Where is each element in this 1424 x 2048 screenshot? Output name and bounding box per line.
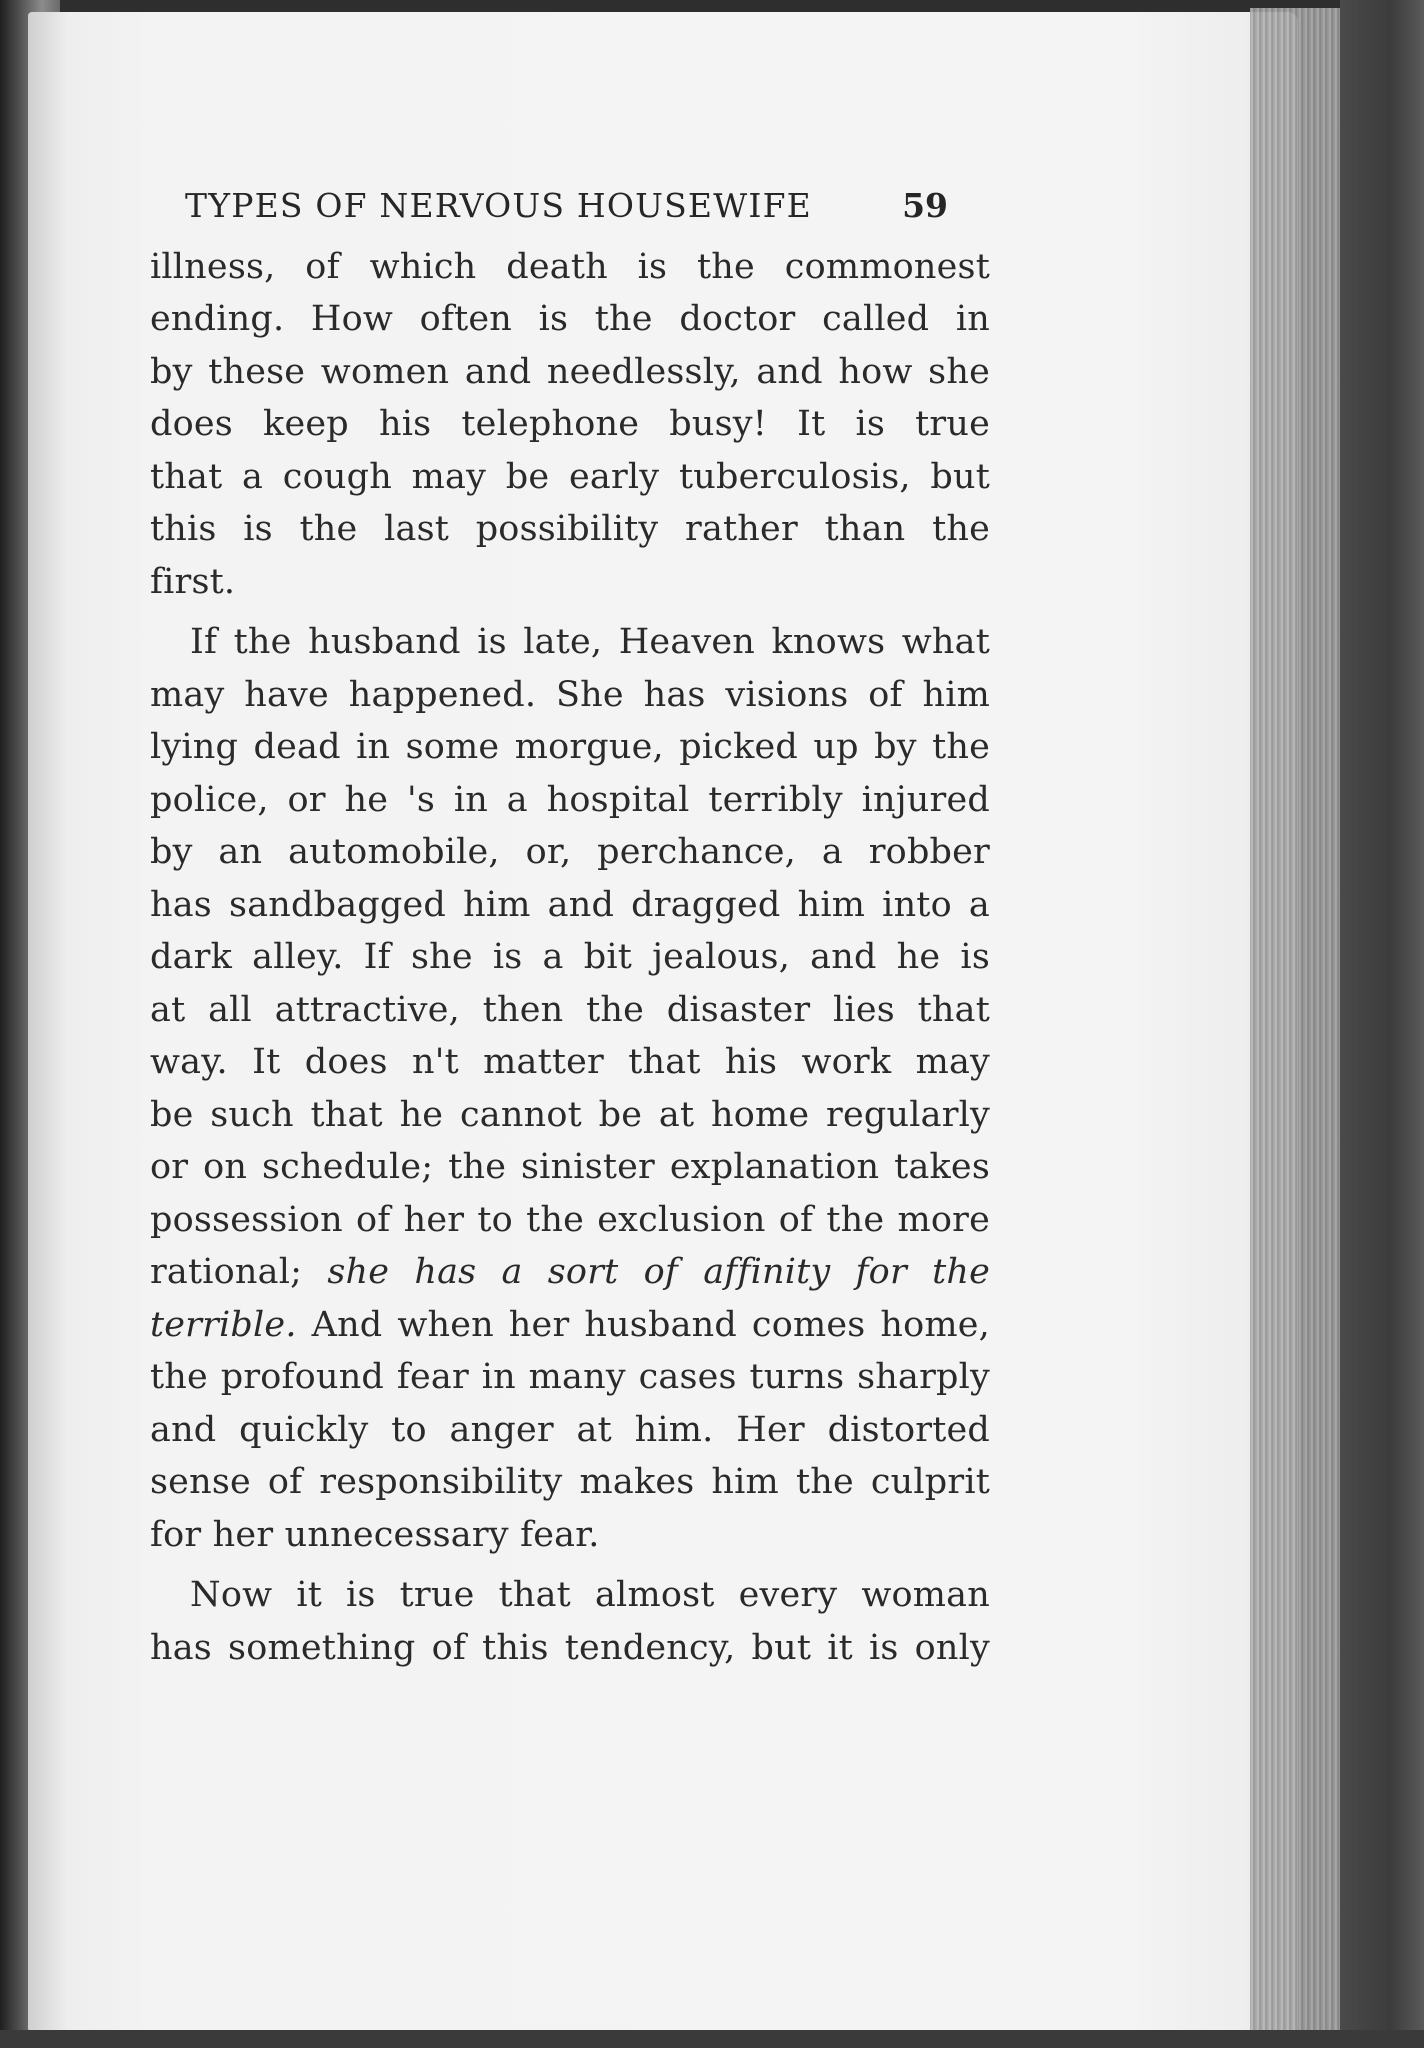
text-line: the profound fear in many cases turns sharply <box>150 1357 990 1397</box>
text-line: If the husband is late, Heaven knows what <box>190 622 990 662</box>
text-line: has sandbagged him and dragged him into a <box>150 884 990 925</box>
text-line <box>150 1246 990 1299</box>
italic-emphasis: terrible. <box>150 1304 297 1345</box>
text-line: does keep his telephone busy! It is true <box>150 404 990 444</box>
text-line: that a cough may be early tuberculosis, but <box>150 456 990 497</box>
text-line: dark alley. If she is a bit jealous, and he is <box>150 937 990 977</box>
text-line: ending. How often is the doctor called in <box>150 299 990 339</box>
text-line: illness, of which death is the commonest <box>150 246 990 287</box>
text-line: police, or he 's in a hospital terribly injured <box>150 779 990 820</box>
text-line: possession of her to the exclusion of the more <box>150 1199 990 1240</box>
paragraph-2 <box>150 616 990 1561</box>
running-title: TYPES OF NERVOUS HOUSEWIFE <box>185 186 812 225</box>
page-fore-edge <box>1250 8 1350 2038</box>
bottom-shadow <box>0 2030 1424 2048</box>
text-line: be such that he cannot be at home regularly <box>150 1094 990 1135</box>
text-line: way. It does n't matter that his work may <box>150 1042 990 1082</box>
page-number: 59 <box>902 186 948 225</box>
running-head <box>185 180 948 233</box>
text-line: has something of this tendency, but it is only <box>150 1627 990 1668</box>
text-line: Now it is true that almost every woman <box>190 1575 990 1615</box>
text-segment: And when her husband comes home, <box>311 1304 990 1345</box>
text-line: or on schedule; the sinister explanation takes <box>150 1147 990 1187</box>
text-line: sense of responsibility makes him the culprit <box>150 1462 990 1502</box>
text-line: first. <box>150 561 236 602</box>
text-line: may have happened. She has visions of him <box>150 674 990 715</box>
text-line: by these women and needlessly, and how she <box>150 351 990 392</box>
text-line: and quickly to anger at him. Her distorted <box>150 1409 990 1450</box>
text-line: this is the last possibility rather than the <box>150 509 990 549</box>
text-line: at all attractive, then the disaster lies that <box>150 989 990 1030</box>
page-text <box>150 180 990 1674</box>
text-line <box>150 1299 990 1352</box>
text-line: lying dead in some morgue, picked up by the <box>150 727 990 767</box>
book-cover-right <box>1340 0 1424 2048</box>
italic-emphasis: she has a sort of affinity for the <box>327 1252 991 1292</box>
text-segment: rational; <box>150 1252 303 1292</box>
paragraph-3 <box>150 1569 990 1674</box>
text-line: by an automobile, or, perchance, a robber <box>150 832 990 872</box>
paragraph-1 <box>150 241 990 609</box>
text-line: for her unnecessary fear. <box>150 1514 600 1555</box>
